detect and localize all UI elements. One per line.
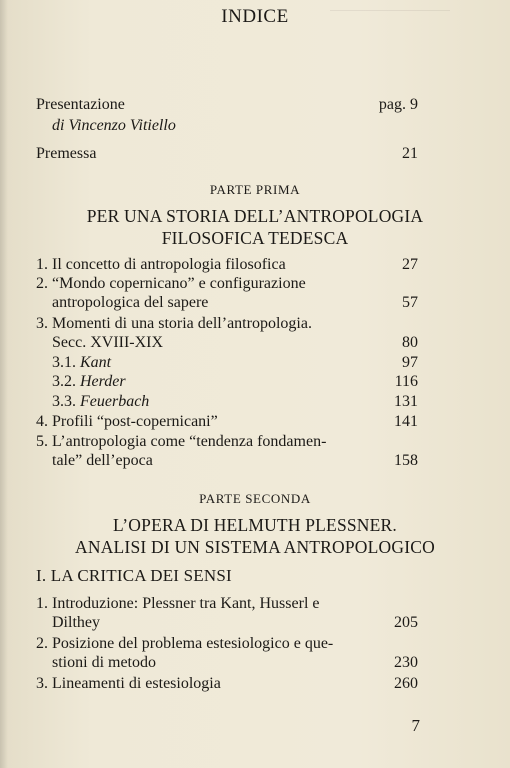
toc-item-page: 131	[394, 393, 418, 410]
part-two-label: PARTE SECONDA	[199, 491, 311, 506]
section-heading: I. LA CRITICA DEI SENSI	[36, 566, 232, 585]
toc-item: Secc. XVIII-XIX	[52, 334, 164, 351]
toc-item-page: 97	[402, 354, 418, 371]
toc-subitem-label: Feuerbach	[80, 393, 150, 410]
toc-item-page: 141	[394, 413, 418, 430]
toc-item: 2. “Mondo copernicano” e configurazione	[36, 275, 306, 292]
part-two-heading-2: ANALISI DI UN SISTEMA ANTROPOLOGICO	[75, 537, 435, 557]
part-one-heading-1: PER UNA STORIA DELL’ANTROPOLOGIA	[86, 206, 424, 226]
toc-subitem-herder	[52, 373, 126, 391]
part-two-heading-1: L’OPERA DI HELMUTH PLESSNER.	[112, 515, 397, 535]
toc-item: stioni di metodo	[52, 654, 156, 671]
toc-subitem-number: 3.3.	[52, 393, 80, 410]
entry-presentazione: Presentazione	[36, 96, 125, 113]
toc-item-page: 27	[402, 256, 418, 273]
entry-premessa-page: 21	[402, 145, 418, 162]
toc-subitem-number: 3.2.	[52, 373, 80, 390]
toc-subitem-kant	[52, 354, 111, 372]
toc-item-page: 230	[394, 654, 418, 671]
toc-subitem-number: 3.1.	[52, 354, 80, 371]
toc-item-page: 158	[394, 452, 418, 469]
toc-item-page: 260	[394, 675, 418, 692]
binding-shadow	[0, 0, 8, 768]
toc-subitem-label: Kant	[80, 354, 112, 371]
toc-subitem-label: Herder	[80, 373, 126, 390]
toc-item: 3. Momenti di una storia dell’antropologia.	[36, 315, 312, 332]
entry-premessa: Premessa	[36, 145, 97, 162]
toc-item: tale” dell’epoca	[52, 452, 153, 469]
part-one-heading-2: FILOSOFICA TEDESCA	[161, 228, 349, 248]
toc-item-page: 116	[394, 373, 418, 390]
toc-item: Dilthey	[52, 614, 100, 631]
toc-item-page: 57	[402, 294, 418, 311]
toc-subitem-feuerbach	[52, 393, 149, 411]
toc-item: 1. Introduzione: Plessner tra Kant, Husserl e	[36, 595, 320, 612]
toc-item: antropologica del sapere	[52, 294, 209, 311]
toc-item-page: 205	[394, 614, 418, 631]
toc-item: 3. Lineamenti di estesiologia	[36, 675, 221, 692]
toc-item: 5. L’antropologia come “tendenza fondamen-	[36, 433, 327, 450]
index-title: INDICE	[221, 6, 289, 27]
toc-item: 1. Il concetto di antropologia filosofica	[36, 256, 286, 273]
part-one-label: PARTE PRIMA	[209, 182, 301, 197]
entry-presentazione-author: di Vincenzo Vitiello	[52, 117, 176, 134]
toc-item: 4. Profili “post-copernicani”	[36, 413, 218, 430]
entry-presentazione-page: pag. 9	[378, 96, 418, 113]
toc-item: 2. Posizione del problema estesiologico e que-	[36, 635, 334, 652]
toc-item-page: 80	[402, 334, 418, 351]
page-number: 7	[411, 716, 420, 735]
